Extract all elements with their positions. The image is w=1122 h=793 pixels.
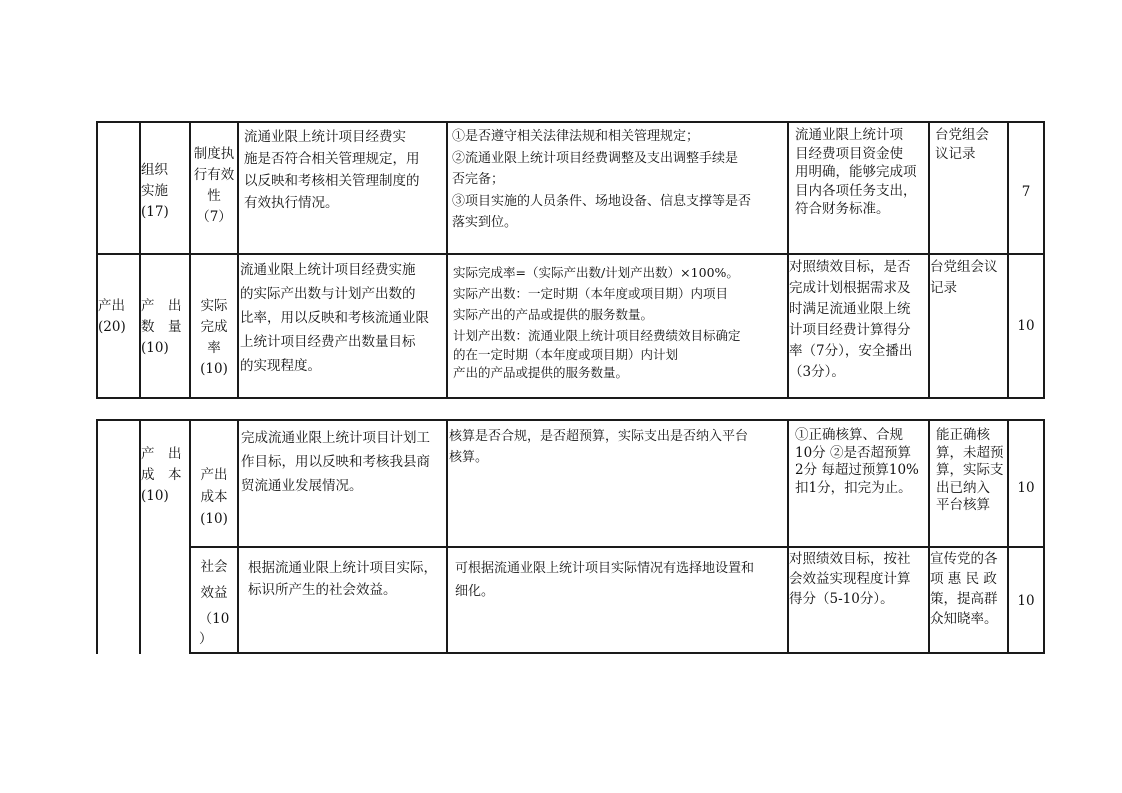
t1-r1-evaluation-line: 符合财务标准。 [795,201,890,217]
t1-r2-criteria-line: 实际完成率=（实际产出数/计划产出数）×100%。 [453,265,739,280]
t1-r1-evaluation [795,126,928,219]
t1-r2-indicator-line: (10) [200,361,228,377]
t1-r1-criteria-line: ②流通业限上统计项目经费调整及支出调整手续是 [452,150,739,166]
t1-r2-explanation-line: 上统计项目经费产出数量目标 [240,334,416,350]
t2-r2-explanation-line: 根据流通业限上统计项目实际， [248,560,437,576]
t2-r2-evidence-line: 项 惠 民 政 [930,571,997,587]
t1-r2-explanation-line: 的实际产出数与计划产出数的 [240,286,416,302]
t1-r2-evaluation [789,257,928,383]
t2-r1-explanation-line: 完成流通业限上统计项目计划工 [241,430,430,446]
t2-r2-explanation-line: 标识所产生的社会效益。 [248,582,397,598]
t1-r1-criteria-line: ①是否遵守相关法律法规和相关管理规定； [452,129,700,144]
t2-r1-explanation-line: 作目标，用以反映和考核我县商 [241,454,430,470]
t2-r1-score: 10 [1017,480,1035,496]
t1-r1-criteria-line: ③项目实施的人员条件、场地设备、信息支撑等是否 [452,193,752,209]
t2-r2-criteria [455,557,787,603]
t1-r2-evaluation-line: 完成计划根据需求及 [789,280,911,296]
t2-r2-score: 10 [1017,593,1035,609]
t1-r1-score: 7 [1021,184,1031,200]
t2-r1-evidence-line: 算，未超预 [936,444,1004,461]
t1-r1-category-line: (17) [141,204,169,220]
t2-r2-criteria-line: 可根据流通业限上统计项目实际情况有选择地设置和 [455,561,755,576]
t2-r1-indicator-line: (10) [200,511,228,527]
t1-r2-explanation [240,258,446,378]
t1-r2-level1 [98,296,139,338]
t1-r1-category-line: 组织 [141,162,168,178]
t1-r1-category-line: 实施 [141,183,168,199]
t1-r1-evidence [935,126,1007,163]
t1-r2-level1-line: (20) [98,319,126,335]
t2-r1-category-line: 产 出 [141,446,182,462]
t1-r2-score: 10 [1017,318,1035,334]
t2-r1-category-line: 成 本 [141,467,182,483]
t2-r1-indicator-line: 产出 [200,467,228,483]
t2-r1-evidence-line: 平台核算 [936,497,990,513]
t1-r2-indicator-line: 完成 [200,319,228,335]
t1-r2-level1-line: 产出 [98,298,125,314]
t2-r2-indicator-line: ） [199,631,213,646]
t2-r1-explanation [241,426,445,498]
t2-r2-indicator [191,554,237,646]
t2-r1-evaluation-line: 10分 ②是否超预算 [795,444,911,461]
t2-r1-evaluation-line: 扣1分，扣完为止。 [795,479,912,496]
t1-r1-evaluation-line: 目内各项任务支出， [795,182,917,199]
t1-r2-evaluation-line: 时满足流通业限上统 [789,301,911,317]
t1-r1-criteria-line: 否完备； [452,172,505,187]
t1-r1-evaluation-line: 流通业限上统计项 [795,127,903,143]
t1-r2-category-line: 产 出 [141,298,182,314]
t1-r1-criteria [452,126,787,234]
t2-r2-explanation [248,557,446,601]
t1-r1-evidence-line: 台党组会 [935,127,989,143]
t1-r2-criteria-line: 的在一定时期（本年度或项目期）内计划 [453,347,679,362]
t1-r2-category [141,296,189,359]
t1-r2-explanation-line: 流通业限上统计项目经费实施 [240,262,416,278]
t2-r1-category [141,444,189,507]
t2-r2-evaluation-line: 得分（5-10分）。 [789,591,894,607]
t1-r2-criteria-line: 产出的产品或提供的服务数量。 [453,365,629,380]
t1-r2-category-line: (10) [141,340,169,356]
t1-r2-evaluation-line: 率（7分），安全播出 [789,343,913,359]
t2-r1-explanation-line: 贸流通业发展情况。 [241,478,363,494]
t2-r2-evidence-line: 众知晓率。 [930,611,998,627]
t1-r2-criteria [453,262,787,382]
t1-r1-explanation-line: 施是否符合相关管理规定，用 [244,151,420,167]
t2-r2-indicator-line: 效益 [200,585,228,601]
t1-r2-indicator-line: 实际 [200,298,228,314]
t2-r1-evaluation-line: 2分 每超过预算10% [795,462,919,478]
t1-r2-explanation-line: 的实现程度。 [240,358,321,374]
t1-r1-evaluation-line: 目经费项目资金使 [795,145,903,162]
t1-r1-indicator [191,144,237,228]
t1-r2-evaluation-line: （3分）。 [789,364,845,380]
t2-r2-evidence-line: 宣传党的各 [930,551,998,567]
t1-r2-evidence-line: 台党组会议 [930,259,998,275]
t1-r2-criteria-line: 实际产出的产品或提供的服务数量。 [453,307,654,322]
t1-r2-category-line: 数 量 [141,319,182,335]
t2-r2-evidence [930,549,1007,629]
t2-r1-criteria-line: 核算是否合规，是否超预算，实际支出是否纳入平台 [449,429,749,444]
t2-r1-evidence-line: 能正确核 [936,427,990,443]
t1-r1-evaluation-line: 用明确，能够完成项 [795,164,917,180]
t1-r2-evidence-line: 记录 [930,280,957,296]
t2-r1-evaluation [795,427,928,497]
t1-r2-evaluation-line: 计项目经费计算得分 [789,322,911,338]
t1-r1-evidence-line: 议记录 [935,145,976,162]
t2-r2-indicator-line: 社会 [200,559,228,575]
t1-r2-indicator-line: 率 [207,340,221,356]
t1-r1-indicator-line: 制度执 [193,146,235,162]
t2-r1-criteria-line: 核算。 [449,450,489,465]
t1-r2-explanation-line: 比率，用以反映和考核流通业限 [240,310,429,326]
t2-r1-category-line: (10) [141,488,169,504]
t2-r2-criteria-line: 细化。 [455,584,495,599]
t1-r1-explanation-line: 流通业限上统计项目经费实 [244,129,406,145]
t1-r1-indicator-line: （7） [196,209,232,225]
t2-r1-evidence-line: 算，实际支 [936,462,1004,478]
t2-r1-evidence-line: 出已纳入 [936,479,990,496]
t2-r2-evidence-line: 策，提高群 [930,591,998,607]
t1-r1-category [141,160,189,223]
t1-r1-criteria-line: 落实到位。 [452,215,518,230]
t1-r1-explanation-line: 有效执行情况。 [244,195,339,211]
t1-r2-indicator [191,296,237,380]
t1-r1-explanation-line: 以反映和考核相关管理制度的 [244,173,420,189]
t1-r2-criteria-line: 实际产出数：一定时期（本年度或项目期）内项目 [453,286,729,301]
t1-r2-evidence [930,257,1007,299]
t2-r1-evidence [936,427,1007,515]
t2-r1-criteria [449,426,787,468]
t2-r1-evaluation-line: ①正确核算、合规 [795,427,903,443]
t2-r2-evaluation [789,549,928,609]
t1-r2-criteria-line: 计划产出数：流通业限上统计项目经费绩效目标确定 [453,328,741,343]
t2-r2-evaluation-line: 对照绩效目标，按社 [789,551,911,567]
t1-r1-indicator-line: 行有效 [193,167,235,183]
t2-r1-indicator-line: 成本 [200,489,228,505]
t1-r1-indicator-line: 性 [207,188,221,204]
t2-r1-indicator [191,464,237,530]
t1-r1-explanation [244,126,444,214]
t1-r2-evaluation-line: 对照绩效目标，是否 [789,259,911,275]
t2-r2-indicator-line: （10 [198,611,230,627]
t2-r2-evaluation-line: 会效益实现程度计算 [789,571,911,587]
